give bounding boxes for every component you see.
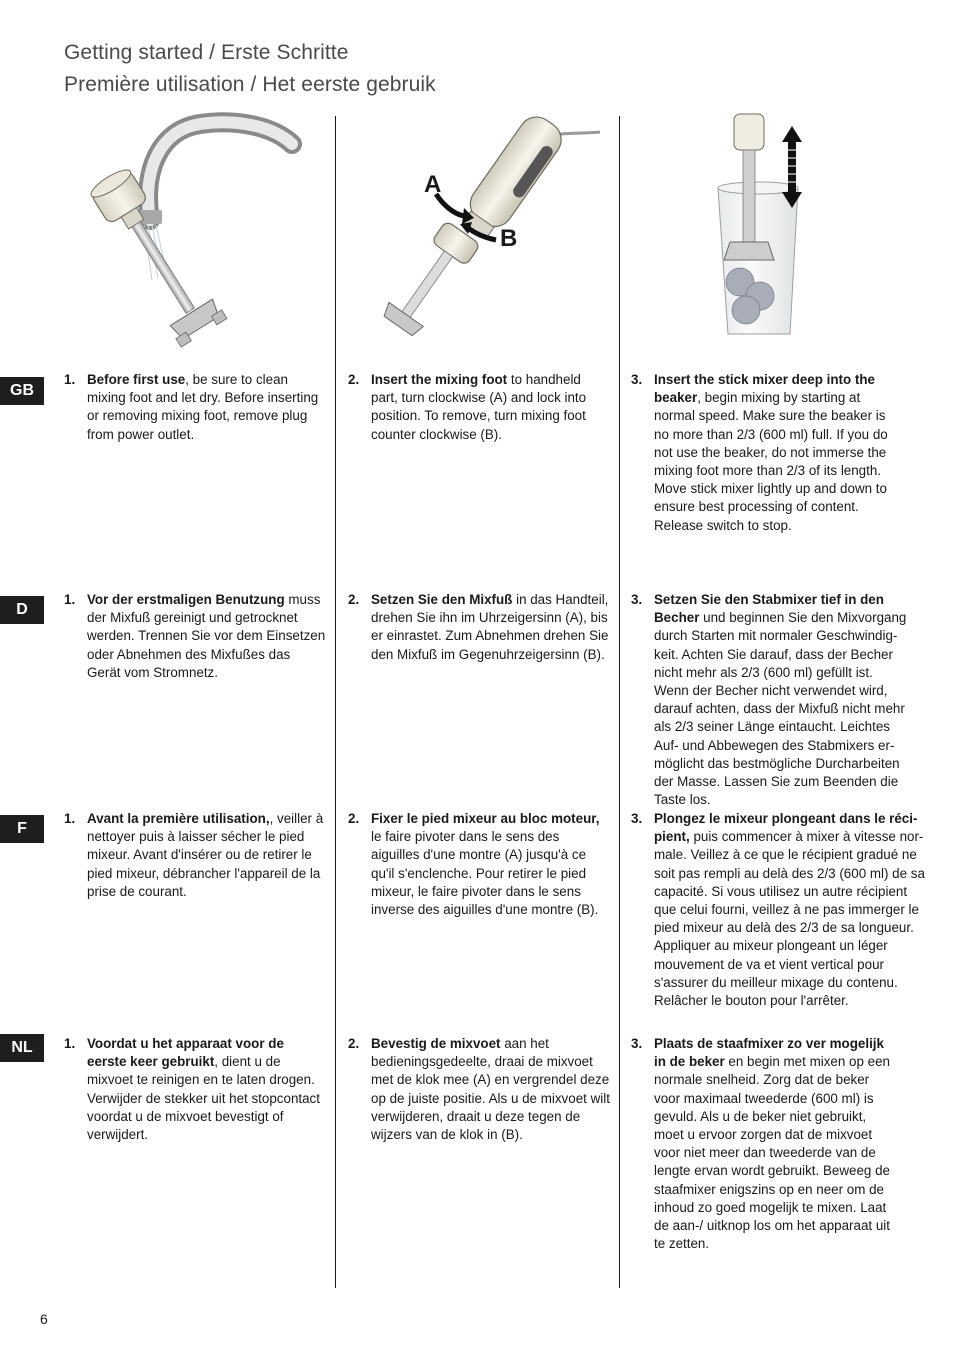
column-divider-2: [619, 116, 620, 1288]
attach-mixing-foot-illustration: [360, 110, 605, 350]
page-number: 6: [40, 1311, 48, 1327]
language-tab-f: F: [0, 815, 44, 843]
language-tab-d: D: [0, 596, 44, 624]
label-a: A: [424, 171, 442, 198]
column-divider-1: [335, 116, 336, 1288]
mixer-in-beaker-illustration: [700, 110, 820, 346]
page-title-line-2: Première utilisation / Het eerste gebruik: [64, 73, 436, 96]
page-title-line-1: Getting started / Erste Schritte: [64, 41, 349, 64]
language-tab-gb: GB: [0, 377, 44, 405]
language-tab-nl: NL: [0, 1034, 44, 1062]
label-b: B: [500, 225, 518, 252]
rinse-mixing-foot-illustration: [80, 110, 310, 350]
